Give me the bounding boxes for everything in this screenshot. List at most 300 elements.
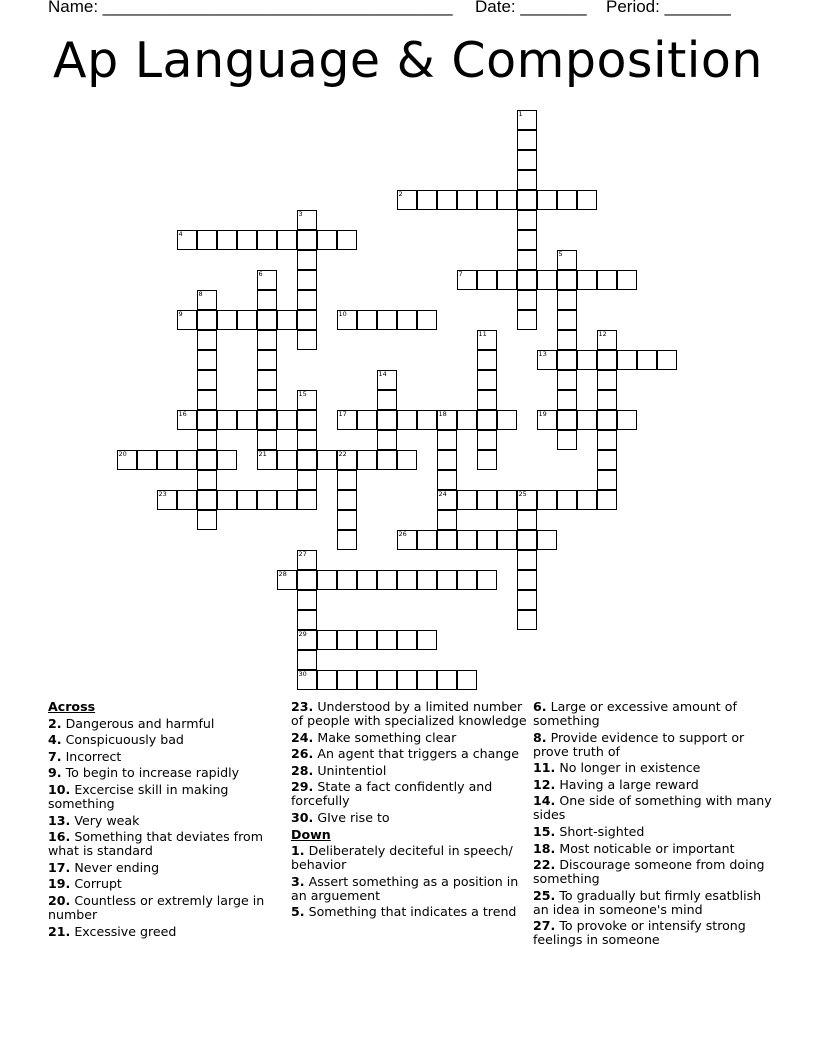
grid-cell[interactable]	[577, 490, 597, 510]
clue-number: 3	[298, 210, 303, 218]
grid-cell[interactable]	[297, 430, 317, 450]
grid-cell[interactable]	[557, 290, 577, 310]
grid-cell[interactable]	[197, 370, 217, 390]
clue-item-number: 30.	[291, 809, 314, 825]
grid-cell[interactable]	[377, 670, 397, 690]
clue-item-number: 10.	[48, 781, 71, 797]
clue-item	[48, 861, 288, 875]
clue-item	[533, 858, 773, 886]
clue-number: 29	[298, 630, 307, 638]
grid-cell[interactable]	[397, 630, 417, 650]
clue-number: 23	[158, 490, 167, 498]
clue-item	[48, 717, 288, 731]
clue-item	[533, 825, 773, 839]
grid-cell[interactable]	[397, 310, 417, 330]
clue-item-text: Most noticable or important	[559, 840, 735, 856]
clue-item	[291, 780, 531, 808]
clue-number: 5	[558, 250, 563, 258]
grid-cell[interactable]	[557, 270, 577, 290]
grid-cell[interactable]	[237, 230, 257, 250]
grid-cell[interactable]	[617, 350, 637, 370]
grid-cell[interactable]	[497, 490, 517, 510]
grid-cell[interactable]	[297, 590, 317, 610]
grid-cell[interactable]	[557, 330, 577, 350]
clue-number: 26	[398, 530, 407, 538]
period-line[interactable]: _______	[664, 0, 731, 16]
date-line[interactable]: _______	[520, 0, 587, 16]
grid-cell[interactable]	[517, 190, 537, 210]
clue-item-text: Something that indicates a trend	[308, 904, 517, 920]
grid-cell[interactable]	[257, 490, 277, 510]
grid-cell[interactable]	[297, 650, 317, 670]
clue-item-number: 22.	[533, 857, 556, 873]
grid-cell[interactable]	[377, 630, 397, 650]
clue-item-text: Excessive greed	[74, 923, 177, 939]
clue-item	[291, 844, 531, 872]
clue-item-text: Assert something as a position in an arguement	[291, 873, 519, 903]
clue-number: 22	[338, 450, 347, 458]
grid-cell[interactable]	[337, 510, 357, 530]
grid-cell[interactable]	[517, 610, 537, 630]
grid-cell[interactable]	[277, 450, 297, 470]
grid-cell[interactable]	[337, 230, 357, 250]
grid-cell[interactable]	[317, 450, 337, 470]
grid-cell[interactable]	[337, 530, 357, 550]
clue-item-text: State a fact confidently and forcefully	[291, 779, 493, 809]
grid-cell[interactable]	[377, 430, 397, 450]
clue-item	[291, 811, 531, 825]
grid-cell[interactable]	[537, 190, 557, 210]
grid-cell[interactable]	[297, 250, 317, 270]
clue-item	[291, 700, 531, 728]
grid-cell[interactable]	[597, 410, 617, 430]
period-label: Period:	[606, 0, 665, 16]
grid-cell[interactable]	[197, 350, 217, 370]
grid-cell[interactable]	[597, 390, 617, 410]
grid-cell[interactable]	[357, 670, 377, 690]
grid-cell[interactable]	[197, 430, 217, 450]
clue-number: 7	[458, 270, 463, 278]
grid-cell[interactable]	[317, 630, 337, 650]
clue-number: 10	[338, 310, 347, 318]
grid-cell[interactable]	[417, 630, 437, 650]
grid-cell[interactable]	[257, 350, 277, 370]
grid-cell[interactable]	[517, 510, 537, 530]
clue-item-text: Conspicuously bad	[65, 732, 184, 748]
clue-item-text: Very weak	[74, 812, 140, 828]
grid-cell[interactable]	[637, 350, 657, 370]
grid-cell[interactable]	[437, 470, 457, 490]
grid-cell[interactable]	[297, 270, 317, 290]
grid-cell[interactable]	[517, 250, 537, 270]
grid-cell[interactable]	[197, 410, 217, 430]
clue-item-number: 20.	[48, 892, 71, 908]
grid-cell[interactable]	[457, 670, 477, 690]
grid-cell[interactable]	[357, 310, 377, 330]
clue-item-text: GIve rise to	[317, 809, 390, 825]
grid-cell[interactable]	[537, 530, 557, 550]
clue-item-number: 19.	[48, 876, 71, 892]
clue-item-number: 28.	[291, 762, 314, 778]
grid-cell[interactable]	[217, 230, 237, 250]
grid-cell[interactable]	[557, 430, 577, 450]
clue-number: 2	[398, 190, 403, 198]
grid-cell[interactable]	[317, 670, 337, 690]
grid-cell[interactable]	[457, 530, 477, 550]
grid-cell[interactable]	[457, 490, 477, 510]
clue-item	[291, 747, 531, 761]
clue-item-text: To gradually but firmly esatblish an idea in someone's mind	[533, 887, 762, 917]
grid-cell[interactable]	[437, 450, 457, 470]
clue-number: 24	[438, 490, 447, 498]
grid-cell[interactable]	[517, 150, 537, 170]
clue-item-text: Large or excessive amount of something	[533, 699, 737, 728]
grid-cell[interactable]	[177, 490, 197, 510]
clue-item	[48, 830, 288, 858]
grid-cell[interactable]	[437, 430, 457, 450]
grid-cell[interactable]	[377, 310, 397, 330]
grid-cell[interactable]	[257, 310, 277, 330]
clue-item-number: 4.	[48, 732, 62, 748]
grid-cell[interactable]	[457, 570, 477, 590]
grid-cell[interactable]	[177, 450, 197, 470]
name-label: Name:	[48, 0, 103, 16]
grid-cell[interactable]	[537, 270, 557, 290]
grid-cell[interactable]	[297, 470, 317, 490]
clue-item-number: 25.	[533, 887, 556, 903]
grid-cell[interactable]	[617, 270, 637, 290]
clue-number: 30	[298, 670, 307, 678]
grid-cell[interactable]	[477, 530, 497, 550]
clue-item-number: 12.	[533, 776, 556, 792]
grid-cell[interactable]	[257, 370, 277, 390]
grid-cell[interactable]	[417, 670, 437, 690]
clue-column-1	[48, 700, 288, 941]
grid-cell[interactable]	[437, 670, 457, 690]
clue-number: 1	[518, 110, 523, 118]
grid-cell[interactable]	[577, 190, 597, 210]
grid-cell[interactable]	[337, 670, 357, 690]
clue-item	[533, 889, 773, 917]
grid-cell[interactable]	[297, 450, 317, 470]
clue-item-number: 24.	[291, 729, 314, 745]
grid-cell[interactable]	[397, 570, 417, 590]
grid-cell[interactable]	[197, 510, 217, 530]
clue-number: 15	[298, 390, 307, 398]
grid-cell[interactable]	[257, 230, 277, 250]
grid-cell[interactable]	[337, 490, 357, 510]
grid-cell[interactable]	[297, 410, 317, 430]
clue-item	[48, 750, 288, 764]
clue-number: 12	[598, 330, 607, 338]
clue-item-text: Provide evidence to support or prove truth of	[533, 729, 745, 759]
grid-cell[interactable]	[437, 190, 457, 210]
grid-cell[interactable]	[257, 410, 277, 430]
grid-cell[interactable]	[237, 490, 257, 510]
grid-cell[interactable]	[557, 350, 577, 370]
grid-cell[interactable]	[217, 310, 237, 330]
grid-cell[interactable]	[457, 190, 477, 210]
clue-section-heading: Across	[48, 699, 96, 714]
clue-item	[48, 814, 288, 828]
grid-cell[interactable]	[477, 270, 497, 290]
grid-cell[interactable]	[377, 570, 397, 590]
clue-item-text: No longer in existence	[559, 760, 701, 776]
grid-cell[interactable]	[597, 430, 617, 450]
grid-cell[interactable]	[477, 410, 497, 430]
grid-cell[interactable]	[517, 310, 537, 330]
grid-cell[interactable]	[537, 490, 557, 510]
grid-cell[interactable]	[397, 450, 417, 470]
page-title: Ap Language & Composition	[53, 32, 763, 89]
grid-cell[interactable]	[477, 430, 497, 450]
grid-cell[interactable]	[377, 410, 397, 430]
grid-cell[interactable]	[477, 370, 497, 390]
clue-item	[48, 894, 288, 922]
grid-cell[interactable]	[417, 310, 437, 330]
grid-cell[interactable]	[197, 330, 217, 350]
grid-cell[interactable]	[197, 470, 217, 490]
clue-item-text: One side of something with many sides	[533, 793, 772, 823]
clue-item-number: 8.	[533, 729, 547, 745]
grid-cell[interactable]	[337, 570, 357, 590]
grid-cell[interactable]	[197, 310, 217, 330]
clue-item-number: 7.	[48, 748, 62, 764]
grid-cell[interactable]	[477, 490, 497, 510]
clue-item-text: Unintentiol	[317, 762, 387, 778]
grid-cell[interactable]	[297, 230, 317, 250]
grid-cell[interactable]	[297, 330, 317, 350]
grid-cell[interactable]	[557, 190, 577, 210]
grid-cell[interactable]	[457, 410, 477, 430]
clue-item-number: 3.	[291, 873, 305, 889]
clue-item-number: 2.	[48, 715, 62, 731]
clue-item-text: Deliberately deciteful in speech/ behavior	[291, 843, 513, 873]
grid-cell[interactable]	[397, 410, 417, 430]
clue-number: 13	[538, 350, 547, 358]
grid-cell[interactable]	[257, 390, 277, 410]
clue-item	[48, 733, 288, 747]
grid-cell[interactable]	[477, 190, 497, 210]
clue-item	[291, 764, 531, 778]
grid-cell[interactable]	[577, 410, 597, 430]
clue-item-text: Countless or extremly large in number	[48, 892, 265, 922]
grid-cell[interactable]	[577, 270, 597, 290]
name-line[interactable]: _____________________________________	[102, 0, 453, 16]
grid-cell[interactable]	[357, 450, 377, 470]
clue-column-3	[533, 700, 773, 950]
grid-cell[interactable]	[437, 530, 457, 550]
grid-cell[interactable]	[197, 490, 217, 510]
grid-cell[interactable]	[377, 390, 397, 410]
grid-cell[interactable]	[517, 530, 537, 550]
grid-cell[interactable]	[357, 410, 377, 430]
grid-cell[interactable]	[357, 630, 377, 650]
grid-cell[interactable]	[297, 310, 317, 330]
clue-number: 25	[518, 490, 527, 498]
clue-item-text: Having a large reward	[559, 776, 699, 792]
grid-cell[interactable]	[237, 410, 257, 430]
clue-item-number: 21.	[48, 923, 71, 939]
clue-item-number: 17.	[48, 859, 71, 875]
clue-number: 16	[178, 410, 187, 418]
grid-cell[interactable]	[497, 530, 517, 550]
grid-cell[interactable]	[217, 490, 237, 510]
clue-item	[48, 925, 288, 939]
clue-item-number: 15.	[533, 823, 556, 839]
grid-cell[interactable]	[217, 410, 237, 430]
grid-cell[interactable]	[577, 350, 597, 370]
clue-number: 8	[198, 290, 203, 298]
grid-cell[interactable]	[597, 370, 617, 390]
grid-cell[interactable]	[417, 190, 437, 210]
grid-cell[interactable]	[317, 230, 337, 250]
grid-cell[interactable]	[597, 270, 617, 290]
clue-item-number: 26.	[291, 746, 314, 762]
grid-cell[interactable]	[477, 570, 497, 590]
grid-cell[interactable]	[557, 310, 577, 330]
clue-item	[533, 794, 773, 822]
grid-cell[interactable]	[317, 570, 337, 590]
clue-item	[291, 731, 531, 745]
grid-cell[interactable]	[517, 290, 537, 310]
clue-item	[533, 700, 773, 728]
clue-item-number: 13.	[48, 812, 71, 828]
grid-cell[interactable]	[517, 590, 537, 610]
grid-cell[interactable]	[497, 190, 517, 210]
clue-item-text: Discourage someone from doing something	[533, 857, 765, 887]
grid-cell[interactable]	[417, 530, 437, 550]
grid-cell[interactable]	[197, 230, 217, 250]
grid-cell[interactable]	[257, 430, 277, 450]
clue-item-number: 1.	[291, 843, 305, 859]
grid-cell[interactable]	[557, 370, 577, 390]
grid-cell[interactable]	[357, 570, 377, 590]
clue-item-text: Excercise skill in making something	[48, 781, 229, 811]
grid-cell[interactable]	[417, 570, 437, 590]
clue-number: 21	[258, 450, 267, 458]
grid-cell[interactable]	[477, 450, 497, 470]
clue-item	[291, 875, 531, 903]
grid-cell[interactable]	[197, 450, 217, 470]
grid-cell[interactable]	[657, 350, 677, 370]
clue-item-text: Short-sighted	[559, 823, 645, 839]
grid-cell[interactable]	[477, 390, 497, 410]
grid-cell[interactable]	[517, 570, 537, 590]
grid-cell[interactable]	[517, 170, 537, 190]
clue-item-text: Incorrect	[65, 748, 122, 764]
grid-cell[interactable]	[517, 230, 537, 250]
grid-cell[interactable]	[397, 670, 417, 690]
clue-item	[533, 919, 773, 947]
clue-section-heading: Down	[291, 826, 331, 842]
grid-cell[interactable]	[517, 210, 537, 230]
grid-cell[interactable]	[437, 510, 457, 530]
clue-item-number: 6.	[533, 699, 547, 714]
grid-cell[interactable]	[557, 490, 577, 510]
clue-item	[533, 761, 773, 775]
grid-cell[interactable]	[477, 350, 497, 370]
grid-cell[interactable]	[217, 450, 237, 470]
clue-item-number: 5.	[291, 904, 305, 920]
clue-item-text: To begin to increase rapidly	[65, 765, 240, 781]
grid-cell[interactable]	[257, 290, 277, 310]
clue-number: 27	[298, 550, 307, 558]
clue-item-text: An agent that triggers a change	[317, 746, 520, 762]
grid-cell[interactable]	[557, 390, 577, 410]
grid-cell[interactable]	[277, 410, 297, 430]
grid-cell[interactable]	[497, 410, 517, 430]
grid-cell[interactable]	[377, 450, 397, 470]
grid-cell[interactable]	[197, 390, 217, 410]
grid-cell[interactable]	[557, 410, 577, 430]
clue-item-text: To provoke or intensify strong feelings in someone	[533, 918, 746, 948]
grid-cell[interactable]	[337, 630, 357, 650]
grid-cell[interactable]	[297, 570, 317, 590]
grid-cell[interactable]	[277, 490, 297, 510]
clue-item	[533, 731, 773, 759]
grid-cell[interactable]	[597, 470, 617, 490]
grid-cell[interactable]	[497, 270, 517, 290]
grid-cell[interactable]	[517, 270, 537, 290]
grid-cell[interactable]	[517, 550, 537, 570]
clue-item-text: Make something clear	[317, 729, 457, 745]
grid-cell[interactable]	[297, 490, 317, 510]
clue-number: 20	[118, 450, 127, 458]
grid-cell[interactable]	[597, 450, 617, 470]
clue-number: 14	[378, 370, 387, 378]
grid-cell[interactable]	[337, 470, 357, 490]
clue-number: 18	[438, 410, 447, 418]
clue-column-2	[291, 700, 531, 922]
clue-item	[291, 905, 531, 919]
clue-item-number: 27.	[533, 918, 556, 934]
clue-item-text: Understood by a limited number of people with specialized knowledge	[291, 699, 527, 728]
grid-cell[interactable]	[137, 450, 157, 470]
clue-item-text: Corrupt	[74, 876, 122, 892]
grid-cell[interactable]	[437, 570, 457, 590]
date-label: Date:	[475, 0, 521, 16]
grid-cell[interactable]	[617, 410, 637, 430]
clue-item-text: Dangerous and harmful	[65, 715, 215, 731]
grid-cell[interactable]	[597, 350, 617, 370]
clue-item-number: 11.	[533, 760, 556, 776]
clue-item-number: 23.	[291, 699, 314, 714]
clue-number: 17	[338, 410, 347, 418]
clue-item-number: 29.	[291, 779, 314, 795]
grid-cell[interactable]	[517, 130, 537, 150]
clue-number: 6	[258, 270, 263, 278]
clue-item-number: 16.	[48, 829, 71, 845]
clue-item-text: Something that deviates from what is standard	[48, 829, 263, 859]
clue-item-number: 9.	[48, 765, 62, 781]
grid-cell[interactable]	[237, 310, 257, 330]
grid-cell[interactable]	[297, 290, 317, 310]
clue-number: 11	[478, 330, 487, 338]
grid-cell[interactable]	[257, 330, 277, 350]
clue-item-number: 14.	[533, 793, 556, 809]
grid-cell[interactable]	[277, 230, 297, 250]
clue-number: 4	[178, 230, 183, 238]
grid-cell[interactable]	[277, 310, 297, 330]
grid-cell[interactable]	[417, 410, 437, 430]
grid-cell[interactable]	[157, 450, 177, 470]
clue-item	[533, 778, 773, 792]
clue-item-number: 18.	[533, 840, 556, 856]
grid-cell[interactable]	[297, 610, 317, 630]
grid-cell[interactable]	[597, 490, 617, 510]
clue-item	[48, 783, 288, 811]
